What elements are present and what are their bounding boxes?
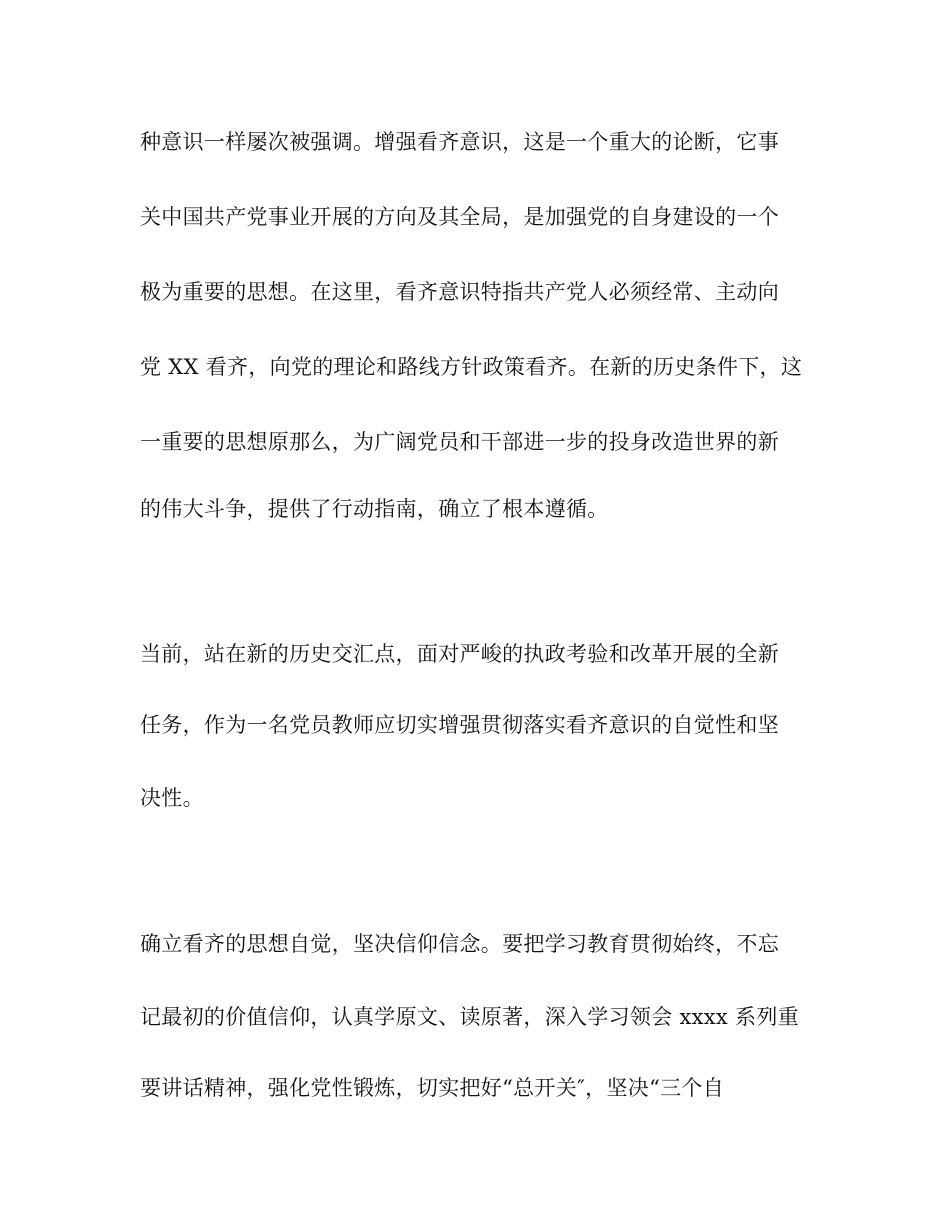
paragraph-2-line-2: 任务，作为一名党员教师应切实增强贯彻落实看齐意识的自觉性和坚 [140,713,779,737]
paragraph-3-line-3: 要讲话精神，强化党性锻炼，切实把好“总开关″，坚决“三个自 [140,1076,725,1100]
paragraph-2-line-3: 决性。 [140,786,204,810]
paragraph-1-line-5: 一重要的思想原那么，为广阔党员和干部进一步的投身改造世界的新 [140,430,779,454]
paragraph-1-line-6: 的伟大斗争，提供了行动指南，确立了根本遵循。 [140,497,609,521]
paragraph-3-line-1: 确立看齐的思想自觉，坚决信仰信念。要把学习教育贯彻始终，不忘 [140,932,779,956]
paragraph-1-line-2: 关中国共产党事业开展的方向及其全局，是加强党的自身建设的一个 [140,205,779,229]
paragraph-1-line-1: 种意识一样屡次被强调。增强看齐意识，这是一个重大的论断，它事 [140,130,779,154]
paragraph-2-line-1: 当前，站在新的历史交汇点，面对严峻的执政考验和改革开展的全新 [140,642,779,666]
paragraph-1-line-3: 极为重要的思想。在这里，看齐意识特指共产党人必须经常、主动向 [140,280,779,304]
paragraph-3-line-2: 记最初的价值信仰，认真学原文、读原著，深入学习领会 xxxx 系列重 [140,1005,799,1029]
paragraph-1-line-4: 党 XX 看齐，向党的理论和路线方针政策看齐。在新的历史条件下，这 [140,355,803,379]
